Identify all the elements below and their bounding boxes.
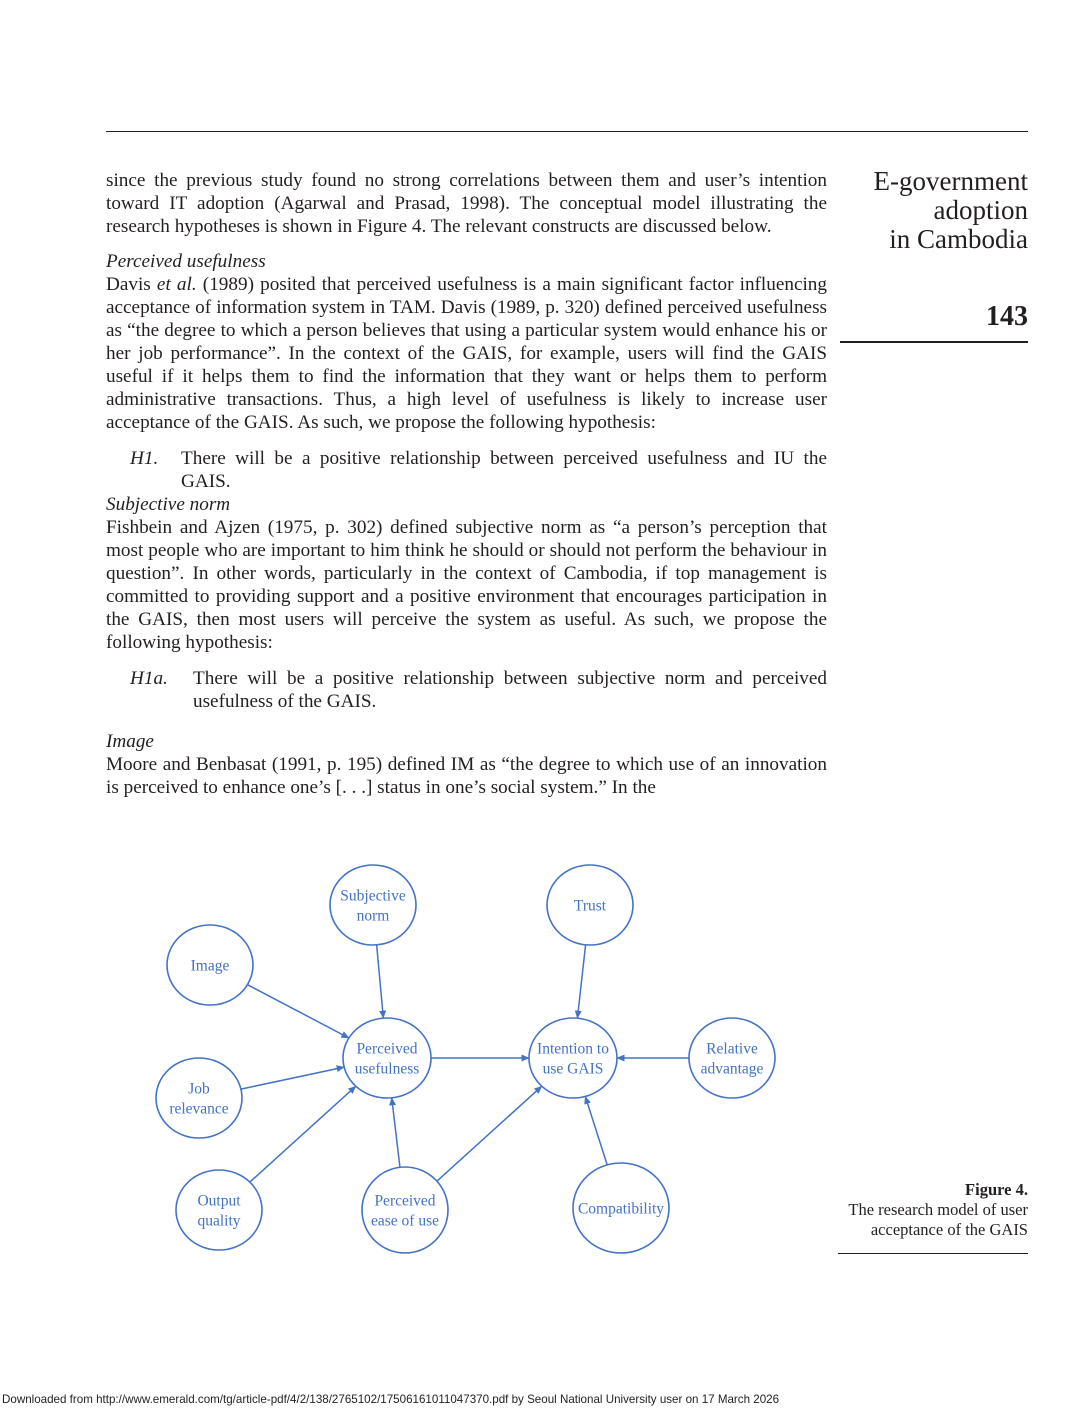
- node-circle: [176, 1170, 262, 1250]
- node-label: Image: [190, 957, 230, 975]
- text-run: (1989) posited that perceived usefulness is a main significant factor influencing acceptance of information system in TAM. Davis (1989, p. 320) defined perceived usefulness as “the degree to which a person believes that using a particular system would enhance his or her job performance”. In the context of the GAIS, for example, users will find the GAIS useful if it helps them to find the information that they want or helps them to perform administrative transactions. Thus, a high level of usefulness is likely to increase user acceptance of the GAIS. As such, we propose the following hypothesis:: [106, 274, 827, 433]
- arrow-compatibility-to-intention-to-use: [585, 1096, 607, 1164]
- node-subjective-norm: [330, 865, 416, 945]
- node-label: ease of use: [371, 1212, 439, 1230]
- node-label: Intention to: [537, 1040, 609, 1058]
- node-label: Job: [188, 1080, 210, 1098]
- arrow-perceived-ease-of-use-to-intention-to-use: [437, 1086, 542, 1181]
- node-circle: [343, 1018, 431, 1098]
- figure-caption: [840, 1180, 1028, 1240]
- intro-paragraph: since the previous study found no strong correlations between them and user’s intention toward IT adoption (Agarwal and Prasad, 1998). The conceptual model illustrating the research hypotheses is shown in Figure 4. The relevant constructs are discussed below.: [106, 170, 827, 237]
- node-label: Subjective: [340, 887, 406, 905]
- node-image: [167, 925, 253, 1005]
- node-label: quality: [197, 1212, 241, 1230]
- node-circle: [156, 1058, 242, 1138]
- node-perceived-ease-of-use: [362, 1167, 448, 1253]
- arrow-image-to-perceived-usefulness: [247, 985, 348, 1038]
- node-compatibility: [573, 1163, 669, 1253]
- node-label: Output: [197, 1192, 241, 1210]
- figure-rule: [838, 1253, 1028, 1254]
- running-head-line: E-government: [873, 166, 1028, 196]
- node-circle: [529, 1018, 617, 1098]
- arrow-perceived-ease-of-use-to-perceived-usefulness: [392, 1098, 400, 1168]
- et-al-italic: et al.: [156, 274, 197, 295]
- download-footer: Downloaded from http://www.emerald.com/tg/article-pdf/4/2/138/2765102/17506161011047370.pdf by Seoul National University user on 17 March 2026: [2, 1393, 780, 1406]
- arrow-subjective-norm-to-perceived-usefulness: [377, 945, 384, 1018]
- hypothesis-text: There will be a positive relationship between subjective norm and perceived usefulness of the GAIS.: [193, 668, 827, 712]
- page-number: 143: [986, 301, 1028, 332]
- arrow-job-relevance-to-perceived-usefulness: [241, 1067, 344, 1089]
- subjective-norm-paragraph: Fishbein and Ajzen (1975, p. 302) defined subjective norm as “a person’s perception that most people who are important to him think he should or should not perform the behaviour in question”. In other words, particularly in the context of Cambodia, if top management is committed to providing support and a positive environment that encourages participation in the GAIS, then most users will perceive the system as useful. As such, we propose the following hypothesis:: [106, 517, 827, 653]
- node-label: norm: [356, 907, 390, 925]
- node-intention-to-use: [529, 1018, 617, 1098]
- node-label: advantage: [700, 1060, 764, 1078]
- arrow-trust-to-intention-to-use: [577, 945, 585, 1018]
- node-circle: [362, 1167, 448, 1253]
- image-paragraph: Moore and Benbasat (1991, p. 195) defined IM as “the degree to which use of an innovation is perceived to enhance one’s [. . .] status in one’s social system.” In the: [106, 754, 827, 798]
- figure-label: Figure 4.: [965, 1180, 1028, 1199]
- hypothesis-label: H1.: [130, 448, 159, 469]
- hypothesis-text: There will be a positive relationship between perceived usefulness and IU the GAIS.: [181, 448, 827, 492]
- figure-caption-line: The research model of user: [848, 1200, 1028, 1219]
- running-head-line: in Cambodia: [889, 224, 1028, 254]
- node-output-quality: [176, 1170, 262, 1250]
- node-circle: [689, 1018, 775, 1098]
- node-label: Compatibility: [577, 1200, 665, 1218]
- node-trust: [547, 865, 633, 945]
- node-label: usefulness: [354, 1060, 420, 1078]
- node-label: Perceived: [356, 1040, 418, 1058]
- node-perceived-usefulness: [343, 1018, 431, 1098]
- section-heading-subjective-norm: Subjective norm: [106, 494, 231, 515]
- arrow-output-quality-to-perceived-usefulness: [250, 1086, 356, 1182]
- node-label: use GAIS: [542, 1060, 604, 1078]
- node-relative-advantage: [689, 1018, 775, 1098]
- text-run: Davis: [106, 274, 157, 295]
- section-heading-perceived-usefulness: Perceived usefulness: [106, 251, 266, 272]
- node-label: Perceived: [374, 1192, 436, 1210]
- node-label: Trust: [573, 897, 607, 915]
- hypothesis-label: H1a.: [130, 668, 168, 689]
- section-heading-image: Image: [106, 731, 154, 752]
- node-label: relevance: [169, 1100, 229, 1118]
- node-label: Relative: [706, 1040, 758, 1058]
- figure-caption-line: acceptance of the GAIS: [870, 1220, 1028, 1239]
- node-job-relevance: [156, 1058, 242, 1138]
- running-head-line: adoption: [933, 195, 1028, 225]
- node-circle: [330, 865, 416, 945]
